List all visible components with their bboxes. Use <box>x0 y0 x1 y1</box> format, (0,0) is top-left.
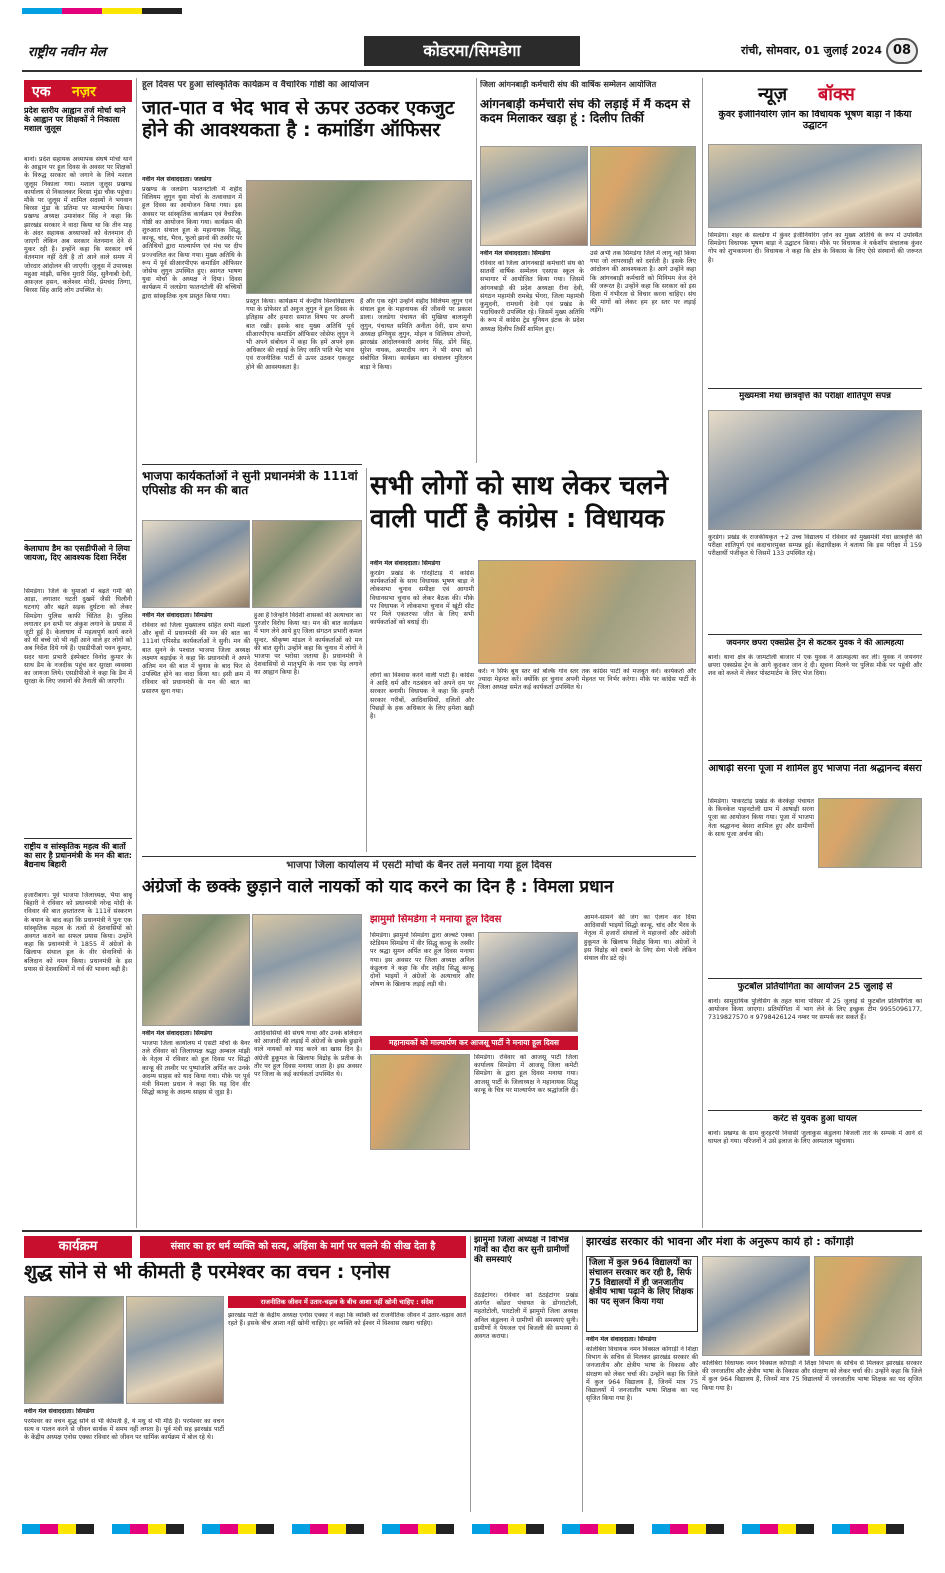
jmm-side-body: आमने-सामने की जंग का ऐलान कर दिया आदिवासी भाइयों सिद्धो कान्हू, चांद और भैरव के नेतृत्व में हजारों संथालों ने महाजनों और अंग्रेजी हुकूमत के खिलाफ विद्रोह किया था। अंग्रेजों ने इस विद्रोह को दबाने के लिए सेना भेजी लेकिन संथाल वीर डटे रहे। <box>584 914 696 963</box>
jmm2-headline: झामुमो जिला अध्यक्ष ने विभिन्न गांवों का दौरा कर सुनी ग्रामीणों की समस्याएं <box>474 1236 570 1265</box>
anganwadi-byline: नवीन मेल संवाददाता। सिमडेगा <box>480 250 551 257</box>
news-box-div-5 <box>708 1110 922 1111</box>
left-story-2-headline: केलाघाघ डैम का एसडीपीओ ने लिया जायजा, दिए आवश्यक दिशा निर्देश <box>24 544 131 563</box>
kongadi-photo <box>702 1256 810 1356</box>
hool-body-1: भाजपा जिला कार्यालय में एसटी मोर्चा के बैनर तले रविवार को जिलाध्यक्ष श्रद्धा अम्बाल मांझी के नेतृत्व में रविवार को हूल दिवस पर सिद्धो कान्हू की तस्वीर पर पुष्पांजलि अर्पित कर उनके अदम्य साहस को याद किया गया। मौके पर पूर्व मंत्री विमला प्रधान ने कहा कि यह दिन वीर सिद्धो कान्हू के अदम्य साहस से जुड़ा है। <box>142 1040 250 1097</box>
jmm-photo <box>478 932 578 1032</box>
hool-headline: अंग्रेजों के छक्के छुड़ाने वाले नायकों को याद करने का दिन है : विमला प्रधान <box>142 878 614 897</box>
page-header <box>22 36 922 66</box>
karyakram-banner: संसार का हर धर्म व्यक्ति को सत्य, अहिंसा के मार्ग पर चलने की सीख देता है <box>140 1236 466 1258</box>
kongadi-body-cont: कोलेबिरा विधायक नमन विक्सल कोंगाड़ी ने शिक्षा विभाग के सचिव से मिलकर झारखंड सरकार की जनजातीय और क्षेत्रीय भाषा के विकास और संरक्षण को लेकर चर्चा की। उन्होंने कहा कि जिले में कुल 964 विद्यालय हैं, जिनमें मात्र 75 विद्यालयों में जनजातीय भाषा शिक्षक का पद सृजित किया गया है। <box>702 1360 922 1392</box>
jmm-body: सिमडेगा। झामुमो सिमडेगा द्वारा अल्बर्ट एक्का स्टेडियम सिमडेगा में वीर सिद्धू कान्हू के तस्वीर पर श्रद्धा सुमन अर्पित कर हूल दिवस मनाया गया। इस अवसर पर जिला अध्यक्ष अनिल कंडुलना ने कहा कि वीर शहीद सिद्धू कान्हू दोनों भाइयों ने अंग्रेजों के अत्याचार और शोषण के खिलाफ लड़ाई लड़ी थी। <box>370 932 474 989</box>
header-rule <box>22 70 922 72</box>
left-story-2-body: सिमडेगा। जिले के घुमाओं में बढ़ते गर्मी की आड़ा, लगातार घटती दुखमें जैसी घिलौनी घटनाएं और बढ़ते सड़क दुर्घटना को लेकर सिमडेगा पुलिस काफी चिंतित है। पुलिस लगातार इन सभी पर अंकुश लगाने के प्रयास में जुटी हुई है। केलाघाघ में महत्वपूर्ण कार्य करने को थी बच्चे जो भी नहीं आने वाले हर लोगों को अब निर्देश दिये गये हैं। एसडीपीओ पवन कुमार, सदर थाना प्रभारी इंस्पेक्टर विनोद कुमार के साथ डैम के नजदीक पहुंच कर सुरक्षा व्यवस्था का जायजा लिये। एसडीपीओ ने कहा कि डैम में सुरक्षा के लिए जवानों की तैनाती की जाएगी। <box>24 588 132 686</box>
enos-photo <box>24 1296 124 1404</box>
top-story-headline: जात-पात व भेद भाव से ऊपर उठकर एकजुट होने की आवश्यकता है : कमांडिंग ऑफिसर <box>142 98 455 141</box>
anganwadi-photo-2 <box>590 146 696 246</box>
news-box-s6-body: बानो। प्रखण्ड के ग्राम कुरहरपी निवासी जुलाकुस कंडुलना बिजली तार के सम्पर्क में आने से घायल हो गया। परिजनों ने उसे इलाज के लिए अस्पताल पहुंचाया। <box>708 1130 922 1146</box>
kongadi-box: जिला में कुल 964 विद्यालयों का संचालन सरकार कर रही है, सिर्फ 75 विद्यालयों में ही जनजातीय क्षेत्रीय भाषा पढ़ाने के लिए शिक्षक का पद सृजन किया गया <box>586 1256 698 1332</box>
news-box-s4-headline: आषाढ़ी सरना पूजा में शामिल हुए भाजपा नेता श्रद्धानन्द बेसरा <box>708 764 922 774</box>
anganwadi-headline: आंगनबाड़ी कर्मचारी संघ की लड़ाई में मैं कदम से कदम मिलाकर खड़ा हूं : दिलीप तिर्की <box>480 98 691 125</box>
bottom-separator-1 <box>470 1236 471 1512</box>
bjp-photo <box>142 520 250 608</box>
mid-column-separator <box>476 78 477 463</box>
bjp-congress-separator <box>366 468 367 852</box>
bjp-byline: नवीन मेल संवाददाता। सिमडेगा <box>142 612 213 619</box>
news-box-s1-body: सिमडेगा। शहर के सलडेगा में कुंवर इंजीनियरिंग ज़ोन का मुख्य अतिथि के रूप में उपस्थित सिमडेगा विधायक भूषण बाड़ा ने उद्घाटन किया। मौके पर विधायक ने वर्कशॉप संचालक कुंवर गोप को शुभकामना दी। विधायक ने कहा कि क्षेत्र के विकास के लिए ऐसे संस्थानों की जरूरत है। <box>708 232 922 264</box>
bjp-photo-2 <box>252 520 362 608</box>
registration-strip-top <box>22 8 922 14</box>
top-story-body-3: हैं और एक रहेंगे उन्होंने शहीद विलियम लुगुन एवं संथाल हूल के महानायक की जीवनी पर प्रकाश डाला। जलडेगा पंचायत की मुखिया बालामुनी लुगुन, पंचायत समिति अनीता देवी, ग्राम सभा अध्यक्ष इग्नियुस लुगुन, मोहन व विलियम तोपनो, झारखंड आंदोलनकारी आनंद सिंह, डोंगे सिंह, सुरेश नायक, अमरदीप नाग ने भी सभा को संबोधित किया। कार्यक्रम का संचालन मुरितरन बाड़ा ने किया। <box>360 298 472 371</box>
top-story-kicker: हूल दिवस पर हुआ सांस्कृतिक कार्यक्रम व वैचारिक गोष्ठी का आयोजन <box>142 80 369 90</box>
registration-strip-bottom <box>22 1524 922 1534</box>
anganwadi-kicker: जिला आंगनबाड़ी कर्मचारी संघ की वार्षिक सम्मेलन आयोजित <box>480 80 657 89</box>
congress-body-2: लोगों का विश्वास करने वाली पार्टी है। कांग्रेस ने आदि धर्म और गठबंधन को अपने दम पर सरकार बनायी। विधायक ने कहा कि हमारी सरकार गरीबों, आदिवासियों, दलितों और पिछड़ों के हक अधिकार के लिए हमेशा खड़ी है। <box>370 672 474 721</box>
kongadi-headline: झारखंड सरकार की भावना और मंशा के अनुरूप कार्य हो : कोंगाड़ी <box>586 1236 854 1248</box>
paper-name: राष्ट्रीय नवीन मेल <box>28 45 106 60</box>
sandesh-body: झारखंड पार्टी के केंद्रीय अध्यक्ष एनोस एक्का ने कहा कि व्यक्ति को राजनीतिक जीवन में उतार-चढ़ाव आते रहते हैं। इसके बीच आशा नहीं खोनी चाहिए। हर व्यक्ति को ईश्वर में विश्वास रखना चाहिए। <box>228 1312 466 1328</box>
news-box-div-4 <box>708 978 922 979</box>
news-box-title-right: बॉक्स <box>818 84 855 105</box>
hool-body-2: आदिवासियों की संघर्ष गाथा और उनके बलिदान को आजादी की लड़ाई में अंग्रेजों के छक्के छुड़ाने वाले नायकों को याद करने का खास दिन है। अंग्रेजी हुकूमत के खिलाफ विद्रोह के प्रतीक के तौर पर हूल दिवस मनाया जाता है। इस अवसर पर जिला के कई कार्यकर्ता उपस्थित थे। <box>254 1030 362 1079</box>
hool-kicker: भाजपा जिला कार्यालय में एसटी मोर्चा के बैनर तले मनाया गया हूल दिवस <box>286 860 552 871</box>
kongadi-photo-2 <box>814 1256 922 1356</box>
anganwadi-photo <box>480 146 588 246</box>
sandesh-headline: राजनीतिक जीवन में उतार-चढ़ाव के बीच आशा नहीं खोनी चाहिए : संदेश <box>228 1296 466 1308</box>
congress-headline: सभी लोगों को साथ लेकर चलने वाली पार्टी है कांग्रेस : विधायक <box>370 471 669 535</box>
news-box-s4-body: सिमडेगा। पाकरटांड़ प्रखंड के केरकेट्टा पंचायत के किनकेल पाहनटोली ग्राम में आषाढ़ी सरना पूजा का आयोजन किया गया। पूजा में भाजपा नेता श्रद्धानन्द बेसरा शामिल हुए और ग्रामीणों के साथ पूजा अर्चना की। <box>708 798 814 838</box>
news-box-s2-photo <box>708 410 922 530</box>
bottom-section-rule <box>22 1230 922 1232</box>
left-column-separator <box>136 78 137 1228</box>
section-title: कोडरमा/सिमडेगा <box>364 36 580 66</box>
news-box-s5-body: बानो। सामुदायिक पुलिसिंग के तहत थाना परिसर में 25 जुलाई से फुटबॉल प्रतियोगिता का आयोजन किया जाएगा। प्रतियोगिता में भाग लेने के लिए इच्छुक टीम 9955096177, 7319827570 व 9798426124 नम्बर पर सम्पर्क कर सकते हैं। <box>708 998 922 1022</box>
left-divider-1 <box>24 540 132 541</box>
ajsu-photo <box>370 1054 470 1150</box>
enos-photo-2 <box>126 1296 224 1404</box>
ek-nazar-banner <box>24 80 132 102</box>
bjp-body-2: हुआ है जिन्होंने विदेशी शासकों की अत्याचार का पुरजोर विरोध किया था। मन की बात कार्यक्रम में भाग लेने आये हुए जिला संगठन प्रभारी कमल सुन्दर, श्रीकृष्ण मांडल ने कार्यकर्ताओं को मन की बात सुनी। उन्होंने कहा कि चुनाव में लोगों ने भाजपा पर भरोसा जताया है। प्रधानमंत्री ने देशवासियों से मातृभूमि के नाम एक पेड़ लगाने का आह्वान किया है। <box>254 612 362 677</box>
news-box-s1-headline: कुंवर इंजीनियरिंग ज़ोन का विधायक भूषण बाड़ा ने किया उद्घाटन <box>718 110 912 131</box>
anganwadi-body-2: उसे अभी तक सिमडेगा जिले में लागू नहीं किया गया जो लापरवाही को दर्शाती है। इसके लिए आंदोलन की आवश्यकता है। आगे उन्होंने कहा कि आंगनबाड़ी कर्मचारी को मिनिमम वेज देने की जरूरत है। उन्होंने कहा कि सरकार को इस दिशा में गंभीरता से विचार करना चाहिए। संघ की मांगों को लेकर हम हर स्तर पर लड़ाई लड़ेंगे। <box>590 250 696 315</box>
date-line: रांची, सोमवार, 01 जुलाई 2024 <box>741 44 882 57</box>
news-box-s2-body: कुरडेग। प्रखंड के राजकीयकृत +2 उच्च विद्यालय में रविवार को मुख्यमंत्री मेधा छात्रवृत्ति की परीक्षा शांतिपूर्ण एवं कदाचारमुक्त सम्पन्न हुई। केंद्राधीक्षक ने बताया कि इस परीक्षा में 159 परीक्षार्थी पंजीकृत थे जिसमें 133 उपस्थित रहे। <box>708 534 922 558</box>
left-story-3-body: हजारीबाग। पूर्व भाजपा जिलाध्यक्ष, भैया बाबू बिहारी ने रविवार को प्रधानमंत्री नरेन्द्र मोदी के रविवार की बात हस्तांतरण के 111वें संस्करण के बयान के बाद कहा कि प्रधानमंत्री ने पुनः एक सांस्कृतिक महत्व के तत्वों से देशवासियों को अवगत कराने का सफल प्रयास किया। उन्होंने कहा कि प्रधानमंत्री ने 1855 में अंग्रेजों के खिलाफ संथाल हूल के वीर सेनानियों के बलिदान को नमन किया। प्रधानमंत्री के इस प्रयास से देशवासियों में गर्व की भावना बढ़ी है। <box>24 892 132 973</box>
bottom-separator-2 <box>582 1236 583 1512</box>
news-box-s1-photo <box>708 144 922 228</box>
news-box-s6-headline: करंट से युवक हुआ घायल <box>773 1114 857 1124</box>
banner-word-ek: एक <box>32 84 51 100</box>
enos-headline: शुद्ध सोने से भी कीमती है परमेश्वर का वचन : एनोस <box>24 1262 390 1283</box>
congress-body-3: करें। न सिर्फ बूथ स्तर को बल्कि गांव स्तर तक कांग्रेस पार्टी को मजबूत करें। कार्यकर्ता और ज्यादा मेहनत करें। क्योंकि हर चुनाव अपनी मेहनत पर निर्भर करेगा। मौके पर कांग्रेस पार्टी के जिला अध्यक्ष समेत कई कार्यकर्ता उपस्थित थे। <box>478 668 696 692</box>
hool-photo-2 <box>252 914 362 1026</box>
anganwadi-body-1: रविवार को जिला आंगनबाड़ी कर्मचारी संघ की सातवीं वार्षिक सम्मेलन एसएस स्कूल के सभागार में आयोजित किया गया। जिसमें आंगनबाड़ी की प्रदेश अध्यक्षा रीना देवी, संगठन महामंत्री रामबेड़ भेंगरा, जिला महामंत्री कुमुदनी, रामधनी देवी एवं प्रखंड के पदाधिकारी उपस्थित रहे। जिसमें मुख्य अतिथि के रूप में कांग्रेस ट्रेड यूनियन इंटक के प्रदेश अध्यक्ष दिलीप तिर्की शामिल हुए। <box>480 260 584 333</box>
news-box-s4-photo <box>818 798 922 868</box>
news-box-s5-headline: फुटबॉल प्रतियोगिता का आयोजन 25 जुलाई से <box>737 982 893 992</box>
news-box-s3-body: बानो। थाना क्षेत्र के जामटोली बाजार में एक युवक ने आत्महत्या कर ली। युवक ने जयनगर छपरा एक्सप्रेस ट्रेन के आगे कूदकर जान दे दी। सूचना मिलने पर पुलिस मौके पर पहुंची और शव को कब्जे में लेकर पोस्टमार्टम के लिए भेज दिया। <box>708 654 922 678</box>
jmm2-body: ठेठईटांगर। रविवार को ठेठईटांगर प्रखंड अंतर्गत कोंडरा पंचायत के डोंगराटोली, महतोटोली, पारटोली में झामुमो जिला अध्यक्ष अनिल कंडुलना ने ग्रामीणों की समस्याएं सुनी। ग्रामीणों ने पेयजल एवं बिजली की समस्या से अवगत कराया। <box>474 1292 578 1341</box>
left-story-1-body: बानो। प्रदेश सहायक अध्यापक संघर्ष मोर्चा थाने के आह्वान पर हूल दिवस के अवसर पर शिक्षकों के विरुद्ध सरकार को जगाने के लिये मशाल जुलूस निकाला गया। मशाल जुलूस प्रखण्ड कार्यालय से निकालकर बिरसा मुंडा चौक पहुंचा। मौके पर जुलूस में शामिल सदस्यों ने भगवान बिरसा मुंडा के प्रतिमा पर माल्यार्पण किया। प्रखण्ड अध्यक्ष उमाशंकर सिंह ने कहा कि झारखंड सरकार ने वादा किया था कि तीन माह के अंदर सहायक अध्यापकों को वेतनमान दी जाएगी लेकिन अब सरकार वेतनमान देने से मुकर रही है। इन्होंने कहा कि सरकार वर्ष वेतनमान नहीं देती है तो आने वाले समय में जोरदार आंदोलन की जाएगी। जुलूस में उपाध्यक्ष महुआ मांझी, सचिव मुरारी सिंह, सुनैनाबी देवी, अफ़ज़ल हसन, कलेश्वर मोदी, प्रेमचंद तिग्गा, बिरसा सिंह आदि लोग उपस्थित थे। <box>24 156 132 295</box>
news-box-title-left: न्यूज़ <box>758 84 788 105</box>
top-story-body-1: प्रखण्ड के जलडेगा फातनटोली में शहीद विलियम लुगुन युवा मोर्चा के तत्वावधान में हूल दिवस का आयोजन किया गया। इस अवसर पर सांस्कृतिक कार्यक्रम एवं वैचारिक गोष्ठी का आयोजन किया गया। कार्यक्रम की शुरुआत संथाल हूल के महानायक सिद्धू, कान्हू, चांद, भैरव, फूलो झानो की तस्वीर पर अतिथियों द्वारा माल्यार्पण एवं मंच पर दीप प्रज्ज्वलित कर किया गया। मुख्य अतिथि के रूप में पूर्व सीआरपीएफ कमांडिंग ऑफिसर जोसेफ लुगुन उपस्थित हुए। स्वागत भाषण युवा मोर्चा के अध्यक्ष ने दिया। दिवस कार्यक्रम में जलडेगा फातनटोली की बच्चियों द्वारा सांस्कृतिक नृत्य प्रस्तुत किया गया। <box>142 186 242 300</box>
right-column-separator <box>702 78 703 1228</box>
news-box-s2-headline: मुख्यमंत्री मेधा छात्रवृत्ति की परीक्षा शांतिपूर्ण संपन्न <box>739 392 891 401</box>
top-story-body-2: प्रस्तुत किया। कार्यक्रम में केन्द्रीय विश्वविद्यालय गया के प्रोफेसर डॉ अनुज लुगुन ने हूल दिवस के इतिहास और हमारा समाज विषय पर अपनी बात रखी। इसके बाद मुख्य अतिथि पूर्व सीआरपीएफ कमांडिंग ऑफिसर जोसेफ लुगुन ने भी अपने संबोधन में कहा कि हमें अपने हक अधिकार की लड़ाई के लिए जाति पाति भेद भाव एवं राजनीतिक पार्टी से ऊपर उठकर एकजुट होने की आवश्यकता है। <box>246 298 354 371</box>
hool-photo <box>142 914 250 1026</box>
ajsu-subhead: महानायकों को माल्यार्पण कर आजसू पार्टी ने मनाया हूल दिवस <box>370 1036 578 1050</box>
enos-body: परमेश्वर का वचन शुद्ध सोने से भी कीमती है, ये मधु से भी मीठे हैं। परमेश्वर का वचन सत्य व पालन करने से जीवन सार्थक में समय नहीं लगता है। पूर्व मंत्री सह झारखंड पार्टी के केंद्रीय अध्यक्ष एनोस एक्का रविवार को जीवन पर धार्मिक कार्यक्रम में बोल रहे थे। <box>24 1418 224 1442</box>
kongadi-byline: नवीन मेल संवाददाता। सिमडेगा <box>586 1336 657 1343</box>
hool-byline: नवीन मेल संवाददाता। सिमडेगा <box>142 1030 213 1037</box>
news-box-div-3 <box>708 760 922 761</box>
page-number: 08 <box>886 38 918 64</box>
news-box-div-2 <box>708 634 922 635</box>
congress-photo <box>478 560 696 664</box>
news-box-title <box>708 80 922 106</box>
karyakram-label: कार्यक्रम <box>24 1236 132 1258</box>
left-story-1-headline: प्रदेश स्तरीय आह्वान तर्ज मोर्चा थाने के आह्वान पर शिक्षकों ने निकाला मशाल जुलूस <box>24 106 126 134</box>
congress-body-1: कुरडेग प्रखंड के गोरहीटाड़ में कांग्रेस कार्यकर्ताओं के साथ विधायक भूषण बाड़ा ने लोकसभा चुनाव समीक्षा एवं आगामी विधानसभा चुनाव को लेकर बैठक की। मौके पर विधायक ने लोकसभा चुनाव में खूंटी सीट पर मिले एकतरफा जीत के लिए सभी कार्यकर्ताओं को बधाई दी। <box>370 570 474 627</box>
bjp-headline: भाजपा कार्यकर्ताओं ने सुनी प्रधानमंत्री के 111वां एपिसोड की मन की बात <box>142 470 358 497</box>
left-divider-2 <box>24 838 132 839</box>
top-story-photo <box>246 180 472 294</box>
enos-byline: नवीन मेल संवाददाता। सिमडेगा <box>24 1408 95 1415</box>
news-box-div-1 <box>708 388 922 389</box>
left-story-3-headline: राष्ट्रीय व सांस्कृतिक महत्व की बातों का सार है प्रधानमंत्री के मन की बात: बैद्यनाथ बिहारी <box>24 842 132 870</box>
top-story-byline: नवीन मेल संवाददाता। जलडेगा <box>142 176 212 183</box>
ajsu-body: सिमडेगा। रविवार को आजसू पार्टी जिला कार्यालय सिमडेगा में आजसू जिला कमेटी सिमडेगा के द्वारा हूल दिवस मनाया गया। आजसू पार्टी के जिलाध्यक्ष ने महानायक सिद्धू कान्हू के चित्र पर माल्यार्पण कर श्रद्धांजलि दी। <box>474 1054 578 1094</box>
kongadi-body: कोलेबिरा विधायक नमन विक्सल कोंगाड़ी ने शिक्षा विभाग के सचिव से मिलकर झारखंड सरकार की जनजातीय और क्षेत्रीय भाषा के विकास और संरक्षण को लेकर चर्चा की। उन्होंने कहा कि जिले में कुल 964 विद्यालय हैं, जिनमें मात्र 75 विद्यालयों में जनजातीय भाषा शिक्षक का पद सृजित किया गया है। <box>586 1346 698 1403</box>
news-box-s3-headline: जयनगर छपरा एक्सप्रेस ट्रेन से कटकर युवक ने की आत्महत्या <box>726 638 904 647</box>
jmm-headline: झामुमो सिमडेगा ने मनाया हूल दिवस <box>370 914 502 925</box>
banner-word-nazar: नज़र <box>72 84 96 100</box>
bjp-body-1: रविवार को जिला मुख्यालय सहित सभी मंडलों और बूथों में प्रधानमंत्री की मन की बात का 111वां एपिसोड कार्यकर्ताओं ने सुनी। मन की बात सुनने के पश्चात भाजपा जिला अध्यक्ष लक्ष्मण बड़ाईक ने कहा कि प्रधानमंत्री ने अपने अंतिम मन की बात में चुनाव के बाद फिर से उपस्थित होने का वादा किया था। इसी क्रम में रविवार को प्रधानमंत्री के मन की बात का प्रसारण सुना गया। <box>142 622 250 695</box>
bjp-top-rule <box>142 464 362 465</box>
congress-byline: नवीन मेल संवाददाता। सिमडेगा <box>370 560 441 567</box>
hool-top-rule <box>142 856 696 857</box>
